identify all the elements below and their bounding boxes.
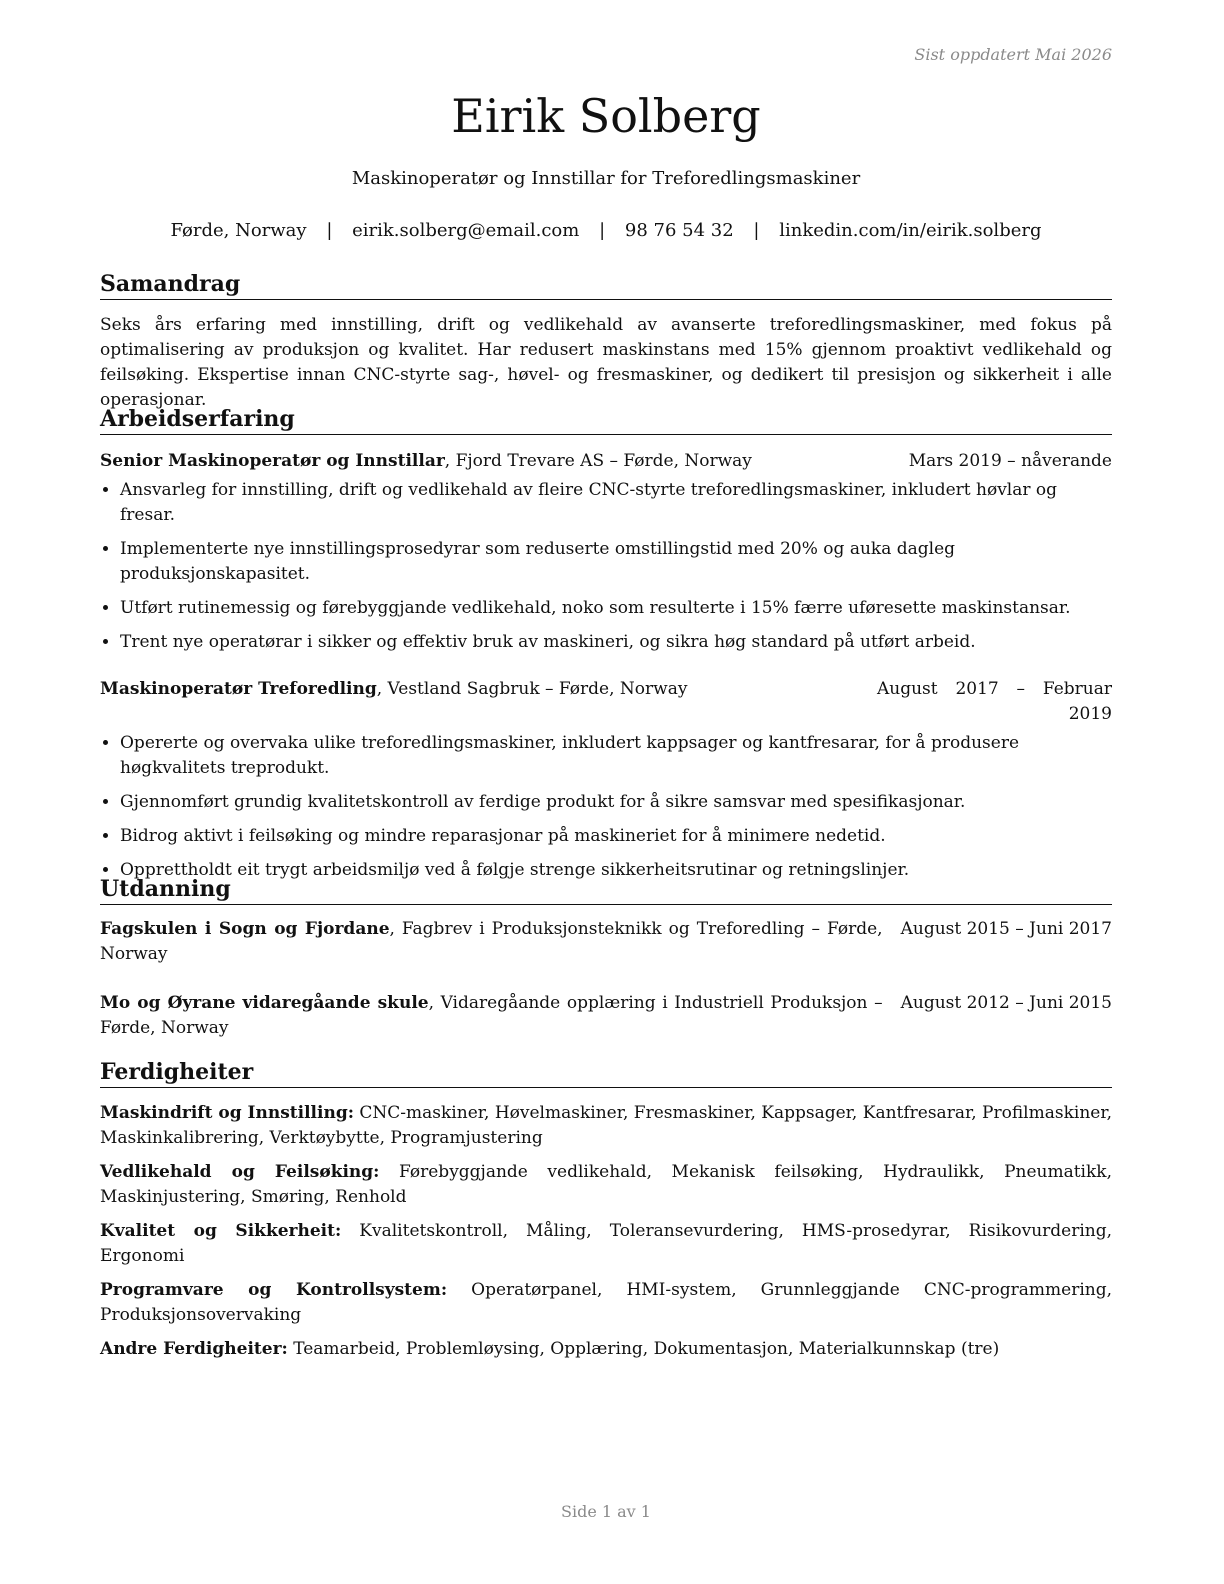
job-bullet: • Trent nye operatørar i sikker og effektiv bruk av maskineri, og sikra høg standard på utført arbeid.	[120, 630, 1112, 655]
job-entry	[100, 677, 1112, 883]
job-dates: August 2017 – Februar 2019	[877, 679, 1112, 724]
skills-section	[100, 1058, 1112, 1362]
skill-label: Andre Ferdigheiter:	[100, 1339, 288, 1359]
job-bullet: • Utført rutinemessig og førebyggjande vedlikehald, noko som resulterte i 15% færre uføresette maskinstansar.	[120, 596, 1112, 621]
page-number: Side 1 av 1	[561, 1502, 651, 1521]
section-title-experience: Arbeidserfaring	[100, 405, 1112, 435]
job-bullets	[100, 731, 1112, 883]
contact-line	[100, 220, 1112, 241]
skill-values: Teamarbeid, Problemløysing, Opplæring, Dokumentasjon, Materialkunnskap (tre)	[287, 1339, 1000, 1359]
job-bullet: • Bidrog aktivt i feilsøking og mindre reparasjonar på maskineriet for å minimere nedetid.	[120, 824, 1112, 849]
job-title-line	[100, 677, 877, 727]
contact-separator: |	[753, 220, 760, 241]
job-role: Senior Maskinoperatør og Innstillar	[100, 451, 445, 471]
skill-label: Maskindrift og Innstilling:	[100, 1103, 354, 1123]
experience-section	[100, 405, 1112, 892]
education-section	[100, 875, 1112, 1041]
resume-page	[100, 0, 1112, 1584]
education-line	[100, 991, 901, 1041]
job-entry	[100, 449, 1112, 655]
job-bullet: • Implementerte nye innstillingsprosedyrar som reduserte omstillingstid med 20% og auka dagleg produksjonskapasitet.	[120, 537, 1112, 587]
skill-values: Operatørpanel, HMI-system, Grunnleggjande CNC-programmering, Produksjonsovervaking	[100, 1280, 1112, 1325]
skill-label: Kvalitet og Sikkerheit:	[100, 1221, 342, 1241]
education-entry	[100, 917, 1112, 967]
education-detail: , Fagbrev i Produksjonsteknikk og Treforedling – Førde, Norway	[100, 919, 883, 964]
section-title-education: Utdanning	[100, 875, 1112, 905]
summary-text: Seks års erfaring med innstilling, drift og vedlikehald av avanserte treforedlingsmaskiner, med fokus på optimalisering av produksjon og kvalitet. Har redusert maskinstans med 15% gjennom proaktivt vedlikehald og feilsøking. Ekspertise innan CNC-styrte sag-, høvel- og fresmaskiner, og dedikert til presisjon og sikkerheit i alle operasjonar.	[100, 315, 1112, 410]
section-title-skills: Ferdigheiter	[100, 1058, 1112, 1088]
skill-group	[100, 1160, 1112, 1210]
skill-group	[100, 1337, 1112, 1362]
job-bullet: • Opererte og overvaka ulike treforedlingsmaskiner, inkludert kappsager og kantfresarar, for å produsere høgkvalitets treprodukt.	[120, 731, 1112, 781]
education-dates: August 2015 – Juni 2017	[900, 919, 1112, 939]
skill-label: Programvare og Kontrollsystem:	[100, 1280, 448, 1300]
skill-group	[100, 1219, 1112, 1269]
contact-separator: |	[599, 220, 606, 241]
education-line	[100, 917, 901, 967]
education-school: Fagskulen i Sogn og Fjordane	[100, 919, 390, 939]
job-title-line	[100, 449, 909, 474]
contact-phone: 98 76 54 32	[624, 220, 734, 241]
last-updated-note: Sist oppdatert Mai 2026	[914, 45, 1112, 64]
job-header	[100, 449, 1112, 474]
skill-values: CNC-maskiner, Høvelmaskiner, Fresmaskiner, Kappsager, Kantfresarar, Profilmaskiner, Maskinkalibrering, Verktøybytte, Programjustering	[100, 1103, 1112, 1148]
job-bullet: • Ansvarleg for innstilling, drift og vedlikehald av fleire CNC-styrte treforedlingsmaskiner, inkludert høvlar og fresar.	[120, 478, 1112, 528]
candidate-headline: Maskinoperatør og Innstillar for Treforedlingsmaskiner	[351, 168, 861, 189]
section-title-summary: Samandrag	[100, 270, 1112, 300]
job-bullet: • Opprettholdt eit trygt arbeidsmiljø ved å følgje strenge sikkerheitsrutinar og retningslinjer.	[120, 858, 1112, 883]
education-dates: August 2012 – Juni 2015	[900, 993, 1112, 1013]
candidate-name: Eirik Solberg	[451, 89, 761, 143]
job-bullets	[100, 478, 1112, 655]
job-header	[100, 677, 1112, 727]
skill-label: Vedlikehald og Feilsøking:	[100, 1162, 380, 1182]
job-company: , Vestland Sagbruk – Førde, Norway	[376, 679, 688, 699]
job-role: Maskinoperatør Treforedling	[100, 679, 377, 699]
contact-linkedin[interactable]: linkedin.com/in/eirik.solberg	[779, 220, 1042, 241]
skill-group	[100, 1278, 1112, 1328]
contact-separator: |	[326, 220, 333, 241]
job-bullet: • Gjennomført grundig kvalitetskontroll av ferdige produkt for å sikre samsvar med spesifikasjonar.	[120, 790, 1112, 815]
contact-location: Førde, Norway	[170, 220, 307, 241]
summary-section	[100, 270, 1112, 413]
contact-email[interactable]: eirik.solberg@email.com	[352, 220, 580, 241]
skill-values: Kvalitetskontroll, Måling, Toleransevurdering, HMS-prosedyrar, Risikovurdering, Ergonomi	[100, 1221, 1113, 1266]
job-dates: Mars 2019 – nåverande	[908, 451, 1112, 471]
job-company: , Fjord Trevare AS – Førde, Norway	[444, 451, 752, 471]
skill-group	[100, 1101, 1112, 1151]
skill-values: Førebyggjande vedlikehald, Mekanisk feilsøking, Hydraulikk, Pneumatikk, Maskinjustering, Smøring, Renhold	[100, 1162, 1112, 1207]
education-entry	[100, 991, 1112, 1041]
education-school: Mo og Øyrane vidaregåande skule	[100, 993, 429, 1013]
education-detail: , Vidaregåande opplæring i Industriell Produksjon – Førde, Norway	[100, 993, 883, 1038]
